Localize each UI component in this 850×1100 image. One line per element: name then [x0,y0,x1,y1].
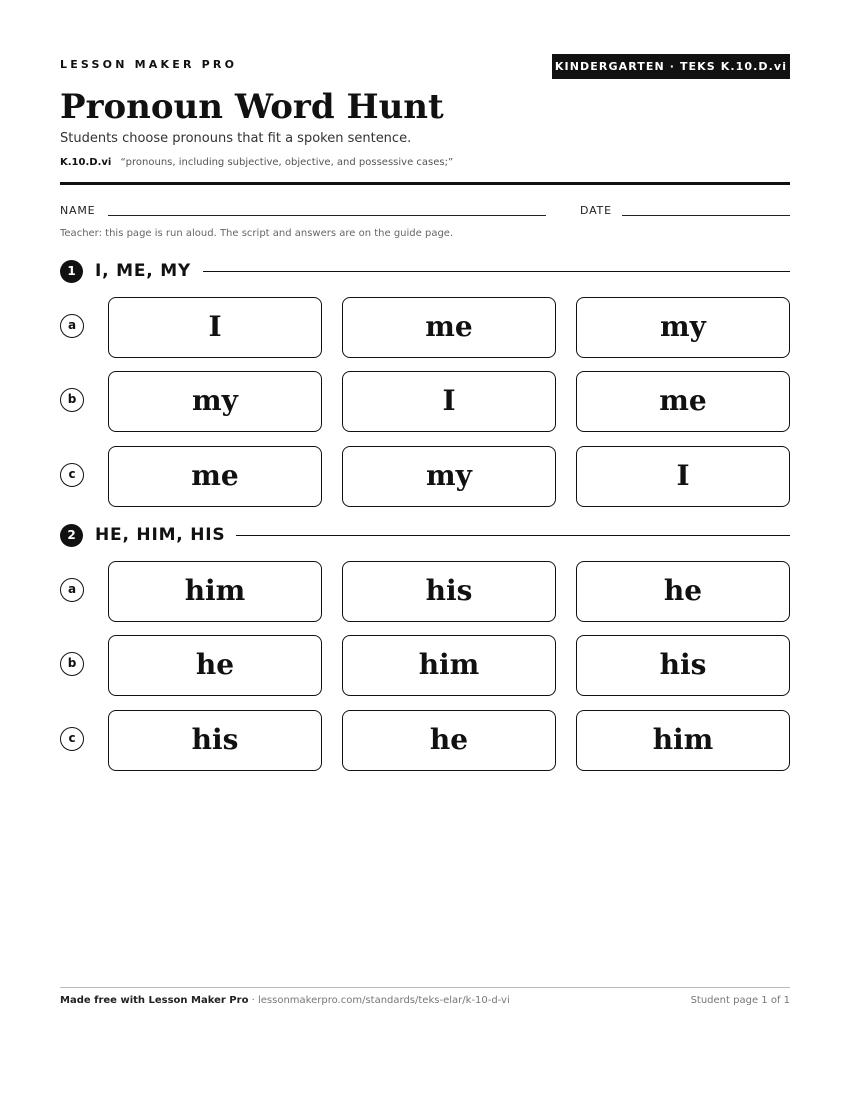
word-choice[interactable]: my [342,446,556,507]
section-title: I, ME, MY [95,261,192,281]
word-choice[interactable]: me [576,371,790,432]
word-choice[interactable]: he [108,635,322,696]
row-letter: a [60,314,84,338]
brand-name: LESSON MAKER PRO [60,58,238,71]
name-field[interactable] [108,215,546,216]
row-letter: c [60,727,84,751]
footer-page-label: Student page 1 of 1 [690,995,790,1006]
word-choice[interactable]: him [342,635,556,696]
row-letter: b [60,652,84,676]
word-choice[interactable]: him [576,710,790,771]
word-choice[interactable]: my [576,297,790,358]
footer-divider [60,987,790,988]
date-label: DATE [580,204,612,217]
question-row [60,297,790,359]
word-choice[interactable]: I [576,446,790,507]
section-divider [203,271,790,272]
word-choice[interactable]: him [108,561,322,622]
word-choice[interactable]: I [342,371,556,432]
name-label: NAME [60,204,96,217]
word-choice[interactable]: me [342,297,556,358]
word-choice[interactable]: his [108,710,322,771]
footer-credit [60,994,510,1008]
row-letter: c [60,463,84,487]
question-row [60,446,790,508]
date-field[interactable] [622,215,790,216]
section-heading [60,260,790,284]
word-choice[interactable]: my [108,371,322,432]
row-letter: a [60,578,84,602]
footer-url[interactable]: lessonmakerpro.com/standards/teks-elar/k-10-d-vi [257,995,510,1006]
word-choice[interactable]: me [108,446,322,507]
standard-reference [60,156,453,170]
row-letter: b [60,388,84,412]
footer-separator: · [248,995,258,1006]
page-subtitle: Students choose pronouns that fit a spoken sentence. [60,131,412,146]
section-number: 1 [60,260,83,283]
section-number: 2 [60,524,83,547]
teacher-note: Teacher: this page is run aloud. The script and answers are on the guide page. [60,228,454,239]
question-row [60,710,790,772]
page-title: Pronoun Word Hunt [60,87,444,127]
word-choice[interactable]: he [576,561,790,622]
header-divider [60,182,790,185]
section-heading [60,524,790,548]
grade-badge: KINDERGARTEN · TEKS K.10.D.vi [552,54,790,79]
section-title: HE, HIM, HIS [95,525,226,545]
section-divider [236,535,790,536]
word-choice[interactable]: he [342,710,556,771]
question-row [60,561,790,623]
question-row [60,371,790,433]
standard-code: K.10.D.vi [60,157,112,168]
word-choice[interactable]: his [576,635,790,696]
word-choice[interactable]: I [108,297,322,358]
footer-made-with: Made free with Lesson Maker Pro [60,995,249,1006]
question-row [60,635,790,697]
standard-text: “pronouns, including subjective, objective, and possessive cases;” [120,157,454,168]
word-choice[interactable]: his [342,561,556,622]
